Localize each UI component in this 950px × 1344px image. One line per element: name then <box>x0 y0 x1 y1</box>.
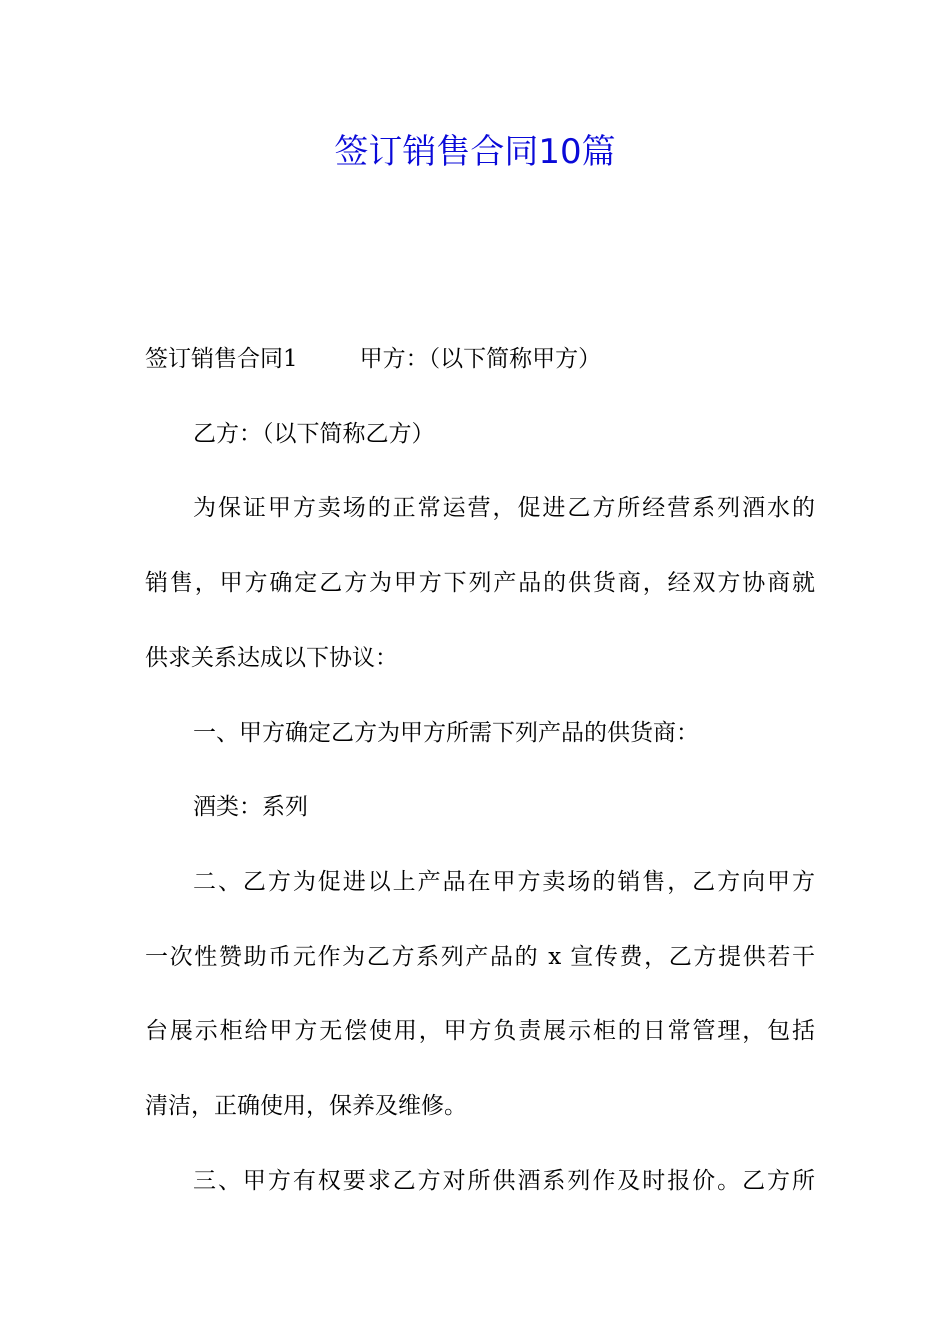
party-a-label: 甲方：（以下简称甲方） <box>359 346 602 372</box>
wine-category-line: 酒类：系列 <box>193 794 308 820</box>
paragraph-line: 清洁，正确使用，保养及维修。 <box>145 1093 467 1119</box>
clause-one-line: 一、甲方确定乙方为甲方所需下列产品的供货商： <box>193 720 699 746</box>
contract-number-label: 签订销售合同1 <box>145 346 298 372</box>
clause-three-line: 三、甲方有权要求乙方对所供酒系列作及时报价。乙方所 <box>193 1168 815 1194</box>
clause-two-line: 二、乙方为促进以上产品在甲方卖场的销售，乙方向甲方 <box>193 869 815 895</box>
paragraph-line: 为保证甲方卖场的正常运营，促进乙方所经营系列酒水的 <box>193 495 815 521</box>
paragraph-line: 台展示柜给甲方无偿使用，甲方负责展示柜的日常管理，包括 <box>145 1018 815 1044</box>
paragraph-line: 一次性赞助币元作为乙方系列产品的 x 宣传费，乙方提供若干 <box>145 944 815 970</box>
party-b-line: 乙方：（以下简称乙方） <box>193 421 435 447</box>
document-title: 签订销售合同10篇 <box>334 132 616 172</box>
contract-heading-line <box>145 343 815 375</box>
paragraph-line: 供求关系达成以下协议： <box>145 645 398 671</box>
paragraph-line: 销售，甲方确定乙方为甲方下列产品的供货商，经双方协商就 <box>145 570 815 596</box>
